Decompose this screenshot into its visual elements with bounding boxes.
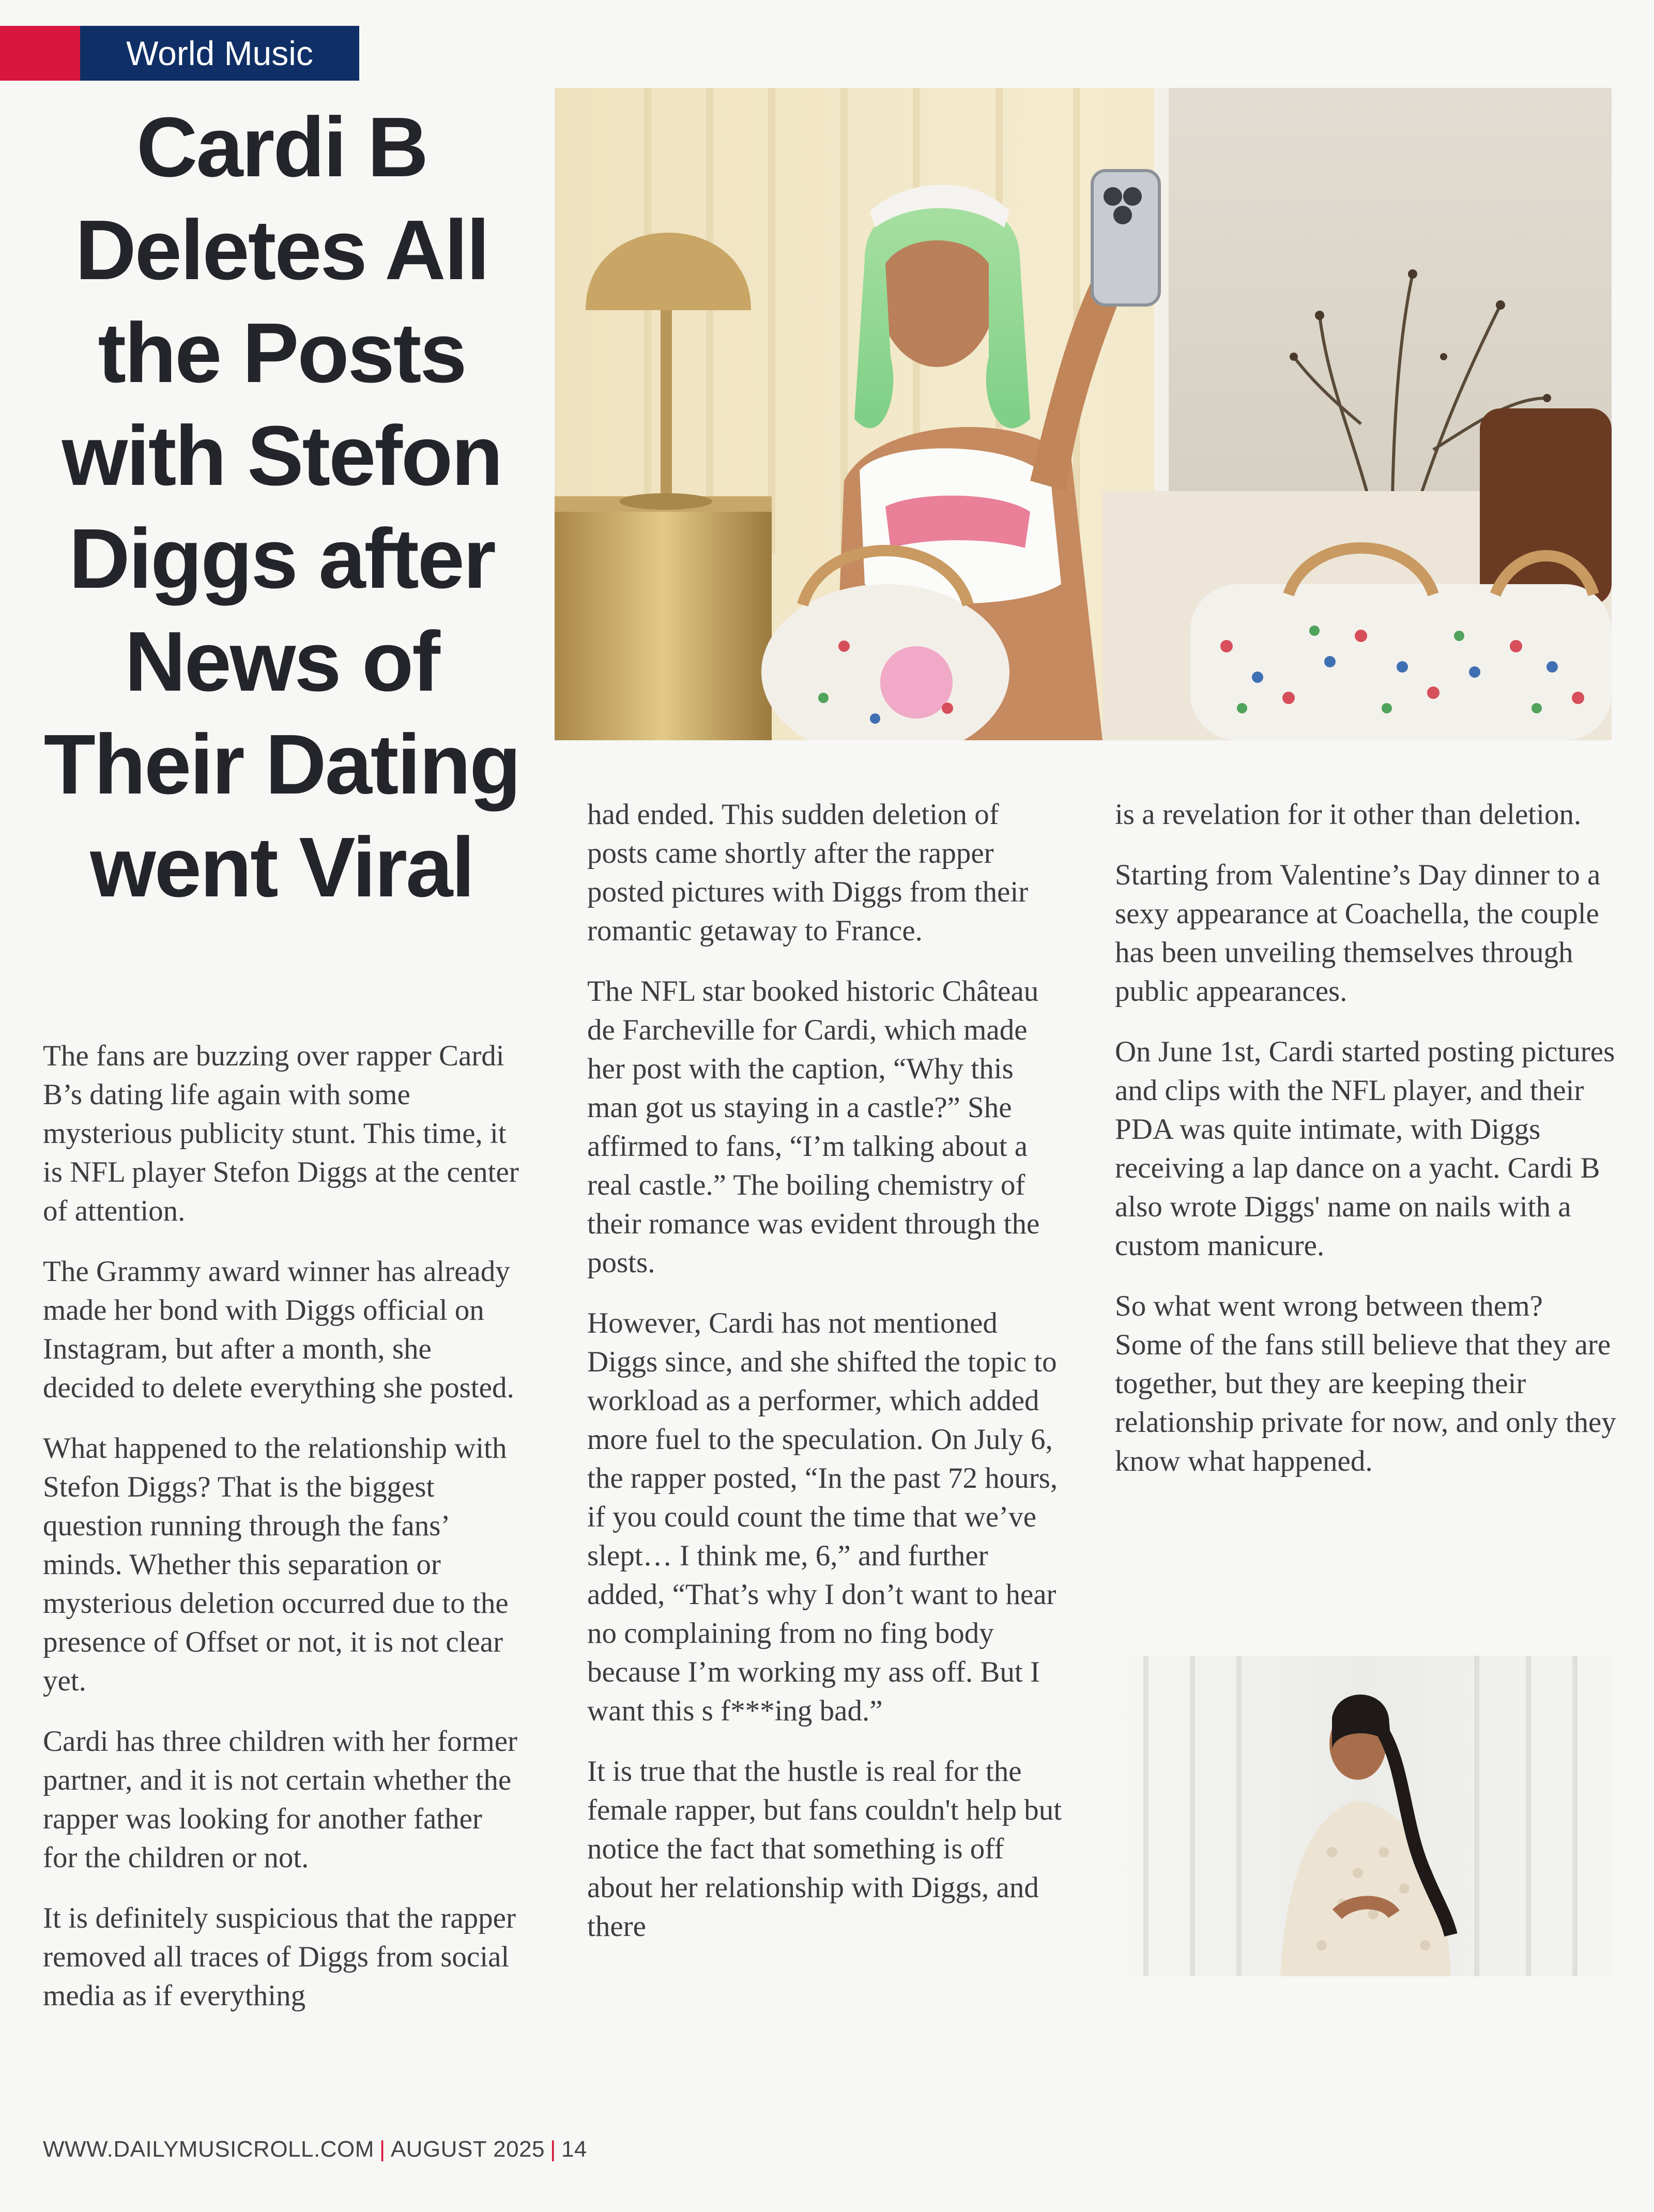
footer-separator: | <box>550 2137 556 2162</box>
paragraph: However, Cardi has not mentioned Diggs since, and she shifted the topic to workload as a performer, which added more fuel to the speculation. On July 6, the rapper posted, “In the past 72 hours, if you could count the time that we’ve slept… I think me, 6,” and further added, “That’s why I don’t want to hear no complaining from no fing body because I’m working my ass off. But I want this s f***ing bad.” <box>587 1307 1058 1727</box>
footer-separator: | <box>379 2137 386 2162</box>
hero-photo <box>555 88 1612 740</box>
footer-site: WWW.DAILYMUSICROLL.COM <box>43 2137 374 2162</box>
article-column-2 <box>587 795 1063 1967</box>
paragraph: is a revelation for it other than deletion. <box>1115 798 1582 831</box>
section-tag-accent <box>0 26 80 81</box>
paragraph: On June 1st, Cardi started posting pictures and clips with the NFL player, and their PDA was quite intimate, with Diggs receiving a lap dance on a yacht. Cardi B also wrote Diggs' name on nails with a custom manicure. <box>1115 1035 1615 1262</box>
paragraph: The Grammy award winner has already made her bond with Diggs official on Instagram, but after a month, she decided to delete everything she posted. <box>43 1255 514 1404</box>
paragraph: had ended. This sudden deletion of posts came shortly after the rapper posted pictures with Diggs from their romantic getaway to France. <box>587 798 1029 947</box>
section-tag: World Music <box>80 26 359 81</box>
paragraph: Starting from Valentine’s Day dinner to a sexy appearance at Coachella, the couple has been unveiling themselves through public appearances. <box>1115 859 1601 1008</box>
paragraph: Cardi has three children with her former partner, and it is not certain whether the rapper was looking for another father for the children or not. <box>43 1725 517 1874</box>
paragraph: So what went wrong between them? Some of the fans still believe that they are together, but they are keeping their relationship private for now, and only they know what happened. <box>1115 1290 1616 1477</box>
footer-issue: AUGUST 2025 <box>390 2137 545 2162</box>
secondary-photo <box>1115 1656 1612 1976</box>
article-column-3 <box>1115 795 1616 1502</box>
article-column-1 <box>43 1036 524 2037</box>
paragraph: It is true that the hustle is real for the female rapper, but fans couldn't help but notice the fact that something is off about her relationship with Diggs, and there <box>587 1755 1062 1943</box>
paragraph: The NFL star booked historic Château de Farcheville for Cardi, which made her post with the caption, “Why this man got us staying in a castle?” She affirmed to fans, “I’m talking about a real castle.” The boiling chemistry of their romance was evident through the posts. <box>587 975 1040 1279</box>
page-footer <box>43 2137 587 2162</box>
paragraph: The fans are buzzing over rapper Cardi B’s dating life again with some mysterious publicity stunt. This time, it is NFL player Stefon Diggs at the center of attention. <box>43 1040 519 1227</box>
article-headline: Cardi B Deletes All the Posts with Stefon Diggs after News of Their Dating went Viral <box>43 100 520 914</box>
footer-page-number: 14 <box>561 2137 587 2162</box>
paragraph: It is definitely suspicious that the rapper removed all traces of Diggs from social media as if everything <box>43 1902 516 2012</box>
paragraph: What happened to the relationship with Stefon Diggs? That is the biggest question running through the fans’ minds. Whether this separation or mysterious deletion occurred due to the presence of Offset or not, it is not clear yet. <box>43 1432 509 1697</box>
